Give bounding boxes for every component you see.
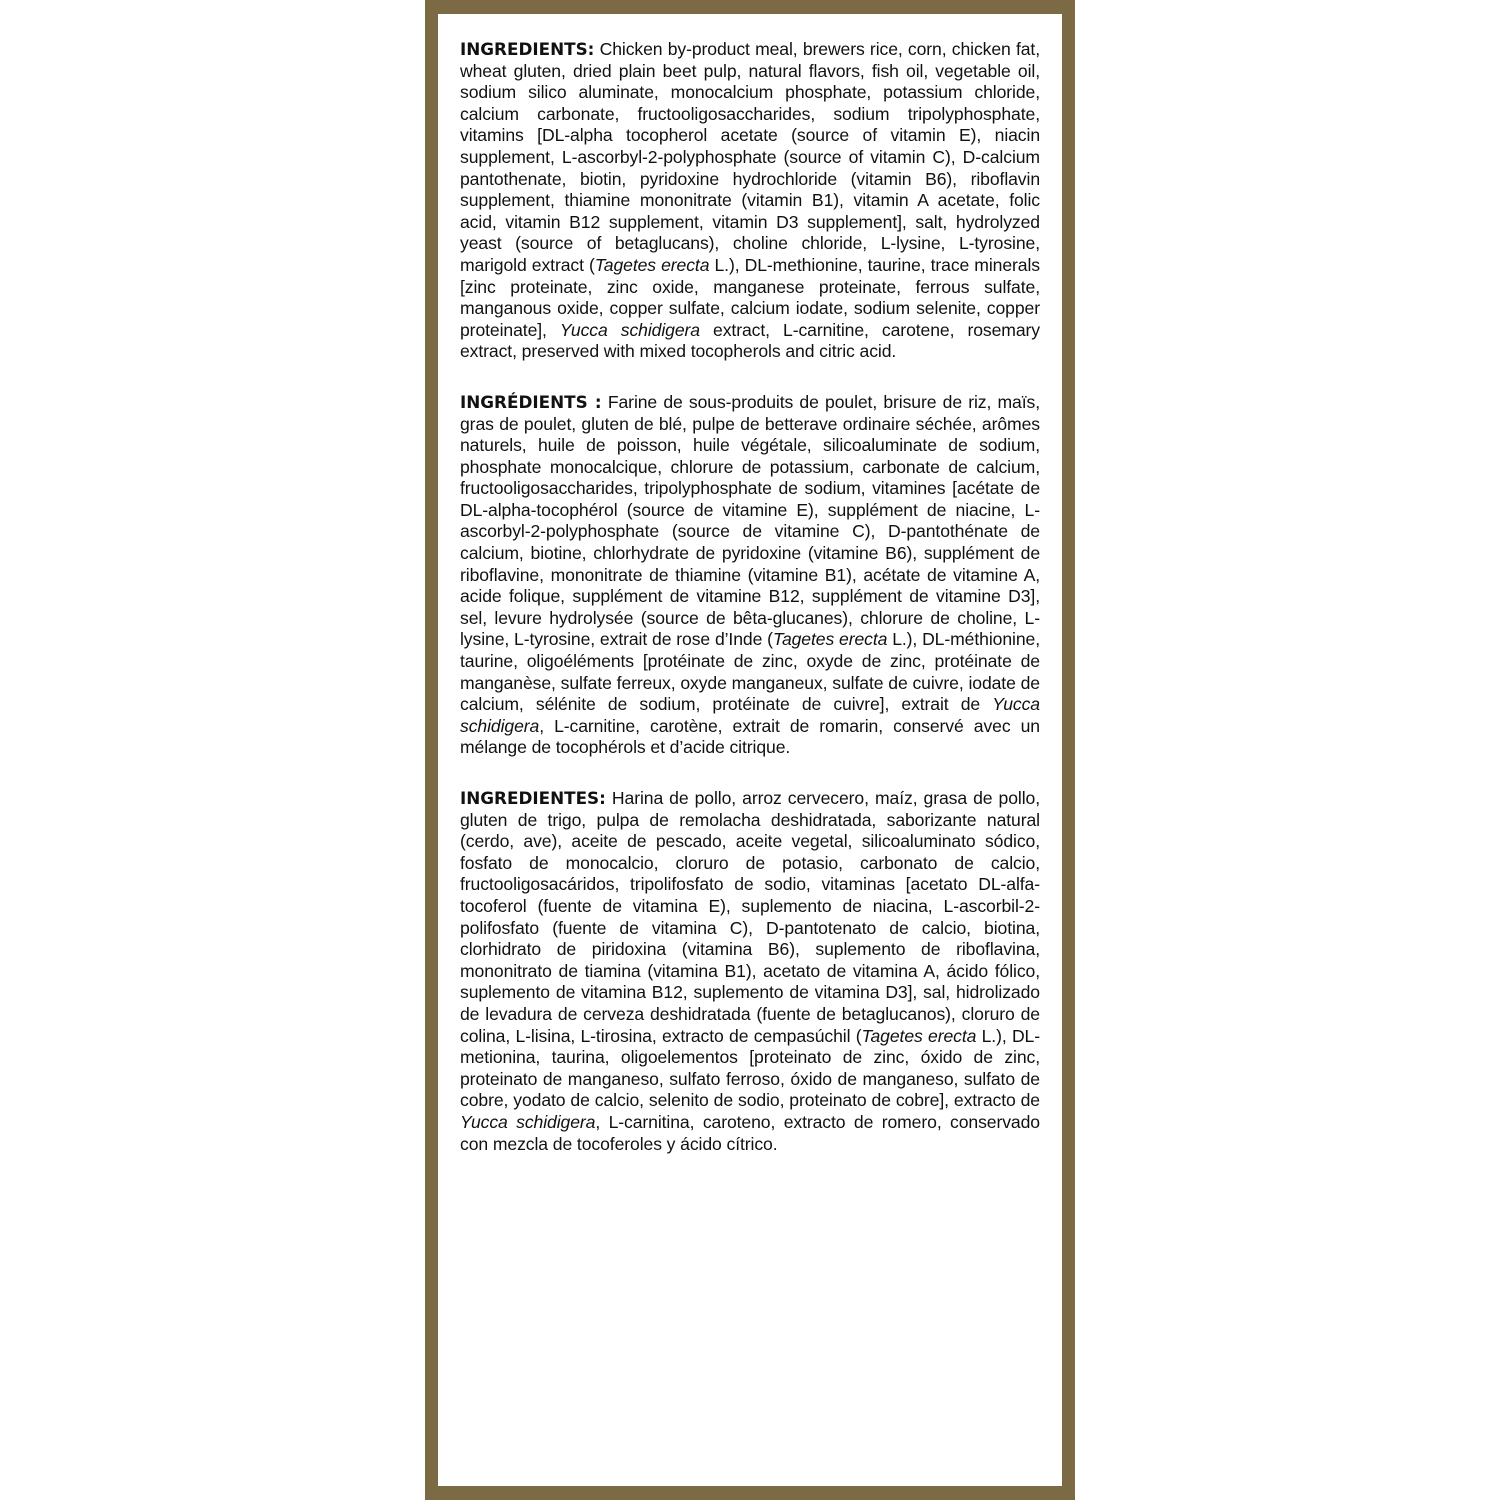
- ingredient-text: , L-carnitina, caroteno, extracto de romero, conservado con mezcla de tocoferoles y ácido cítrico.: [460, 1111, 1040, 1154]
- ingredient-text: L.), DL-methionine, taurine, trace minerals [zinc proteinate, zinc oxide, manganese proteinate, ferrous sulfate, manganous oxide, copper sulfate, calcium iodate, sodium selenite, copper proteinate],: [460, 254, 1040, 340]
- ingredient-text-italic: Tagetes erecta: [594, 254, 710, 275]
- section-heading: INGRÉDIENTS :: [460, 391, 602, 412]
- ingredients-section-french: [460, 392, 1040, 759]
- ingredient-text: extract, L-carnitine, carotene, rosemary extract, preserved with mixed tocopherols and citric acid.: [460, 319, 1040, 362]
- ingredients-section-english: [460, 39, 1040, 363]
- section-heading: INGREDIENTS:: [460, 39, 595, 59]
- ingredient-text-italic: Tagetes erecta: [861, 1025, 977, 1046]
- ingredients-content: [460, 39, 1040, 1184]
- ingredient-text: L.), DL-méthionine, taurine, oligoéléments [protéinate de zinc, oxyde de zinc, protéinate de manganèse, sulfate ferreux, oxyde manganeux, sulfate de cuivre, iodate de calcium, sélénite de sodium, protéinate de cuivre], extrait de: [460, 629, 1040, 715]
- ingredient-text-italic: Tagetes erecta: [772, 629, 888, 650]
- ingredient-text: L.), DL-metionina, taurina, oligoelementos [proteinato de zinc, óxido de zinc, proteinato de manganeso, sulfato ferroso, óxido de manganeso, sulfato de cobre, yodato de calcio, selenito de sodio, proteinato de cobre], extracto de: [460, 1025, 1040, 1111]
- section-heading: INGREDIENTES:: [460, 788, 606, 808]
- label-panel: [438, 14, 1062, 1486]
- ingredient-text: Harina de pollo, arroz cervecero, maíz, grasa de pollo, gluten de trigo, pulpa de remolacha deshidratada, saborizante natural (cerdo, ave), aceite de pescado, aceite vegetal, silicoaluminato sódico, fosfato de monocalcio, cloruro de potasio, carbonato de calcio, fructooligosacáridos, tripolifosfato de sodio, vitaminas [acetato DL-alfa-tocoferol (fuente de vitamina E), suplemento de niacina, L-ascorbil-2-polifosfato (fuente de vitamina C), D-pantotenato de calcio, biotina, clorhidrato de piridoxina (vitamina B6), suplemento de riboflavina, mononitrato de tiamina (vitamina B1), acetato de vitamina A, ácido fólico, suplemento de vitamina B12, suplemento de vitamina D3], sal, hidrolizado de levadura de cerveza deshidratada (fuente de betaglucanos), cloruro de colina, L-lisina, L-tirosina, extracto de cempasúchil (: [460, 788, 1040, 1046]
- ingredient-text: Chicken by-product meal, brewers rice, corn, chicken fat, wheat gluten, dried plain beet pulp, natural flavors, fish oil, vegetable oil, sodium silico aluminate, monocalcium phosphate, potassium chloride, calcium carbonate, fructooligosaccharides, sodium tripolyphosphate, vitamins [DL-alpha tocopherol acetate (source of vitamin E), niacin supplement, L-ascorbyl-2-polyphosphate (source of vitamin C), D-calcium pantothenate, biotin, pyridoxine hydrochloride (vitamin B6), riboflavin supplement, thiamine mononitrate (vitamin B1), vitamin A acetate, folic acid, vitamin B12 supplement, vitamin D3 supplement], salt, hydrolyzed yeast (source of betaglucans), choline chloride, L-lysine, L-tyrosine, marigold extract (: [460, 39, 1040, 275]
- ingredient-text: , L-carnitine, carotène, extrait de romarin, conservé avec un mélange de tocophérols et d’acide citrique.: [460, 715, 1040, 758]
- ingredient-text-italic: Yucca schidigera: [559, 319, 700, 340]
- ingredient-text-italic: Yucca schidigera: [460, 1111, 596, 1132]
- ingredient-text: Farine de sous-produits de poulet, brisure de riz, maïs, gras de poulet, gluten de blé, pulpe de betterave ordinaire séchée, arômes naturels, huile de poisson, huile végétale, silicoaluminate de sodium, phosphate monocalcique, chlorure de potassium, carbonate de calcium, fructooligosaccharides, tripolyphosphate de sodium, vitamines [acétate de DL-alpha-tocophérol (source de vitamine E), supplément de niacine, L-ascorbyl-2-polyphosphate (source de vitamine C), D-pantothénate de calcium, biotine, chlorhydrate de pyridoxine (vitamine B6), supplément de riboflavine, mononitrate de thiamine (vitamine B1), acétate de vitamine A, acide folique, supplément de vitamine B12, supplément de vitamine D3], sel, levure hydrolysée (source de bêta-glucanes), chlorure de choline, L-lysine, L-tyrosine, extrait de rose d’Inde (: [460, 391, 1040, 650]
- label-panel-frame: [425, 0, 1075, 1500]
- ingredients-section-spanish: [460, 788, 1040, 1155]
- ingredient-text-italic: Yucca schidigera: [460, 694, 1040, 736]
